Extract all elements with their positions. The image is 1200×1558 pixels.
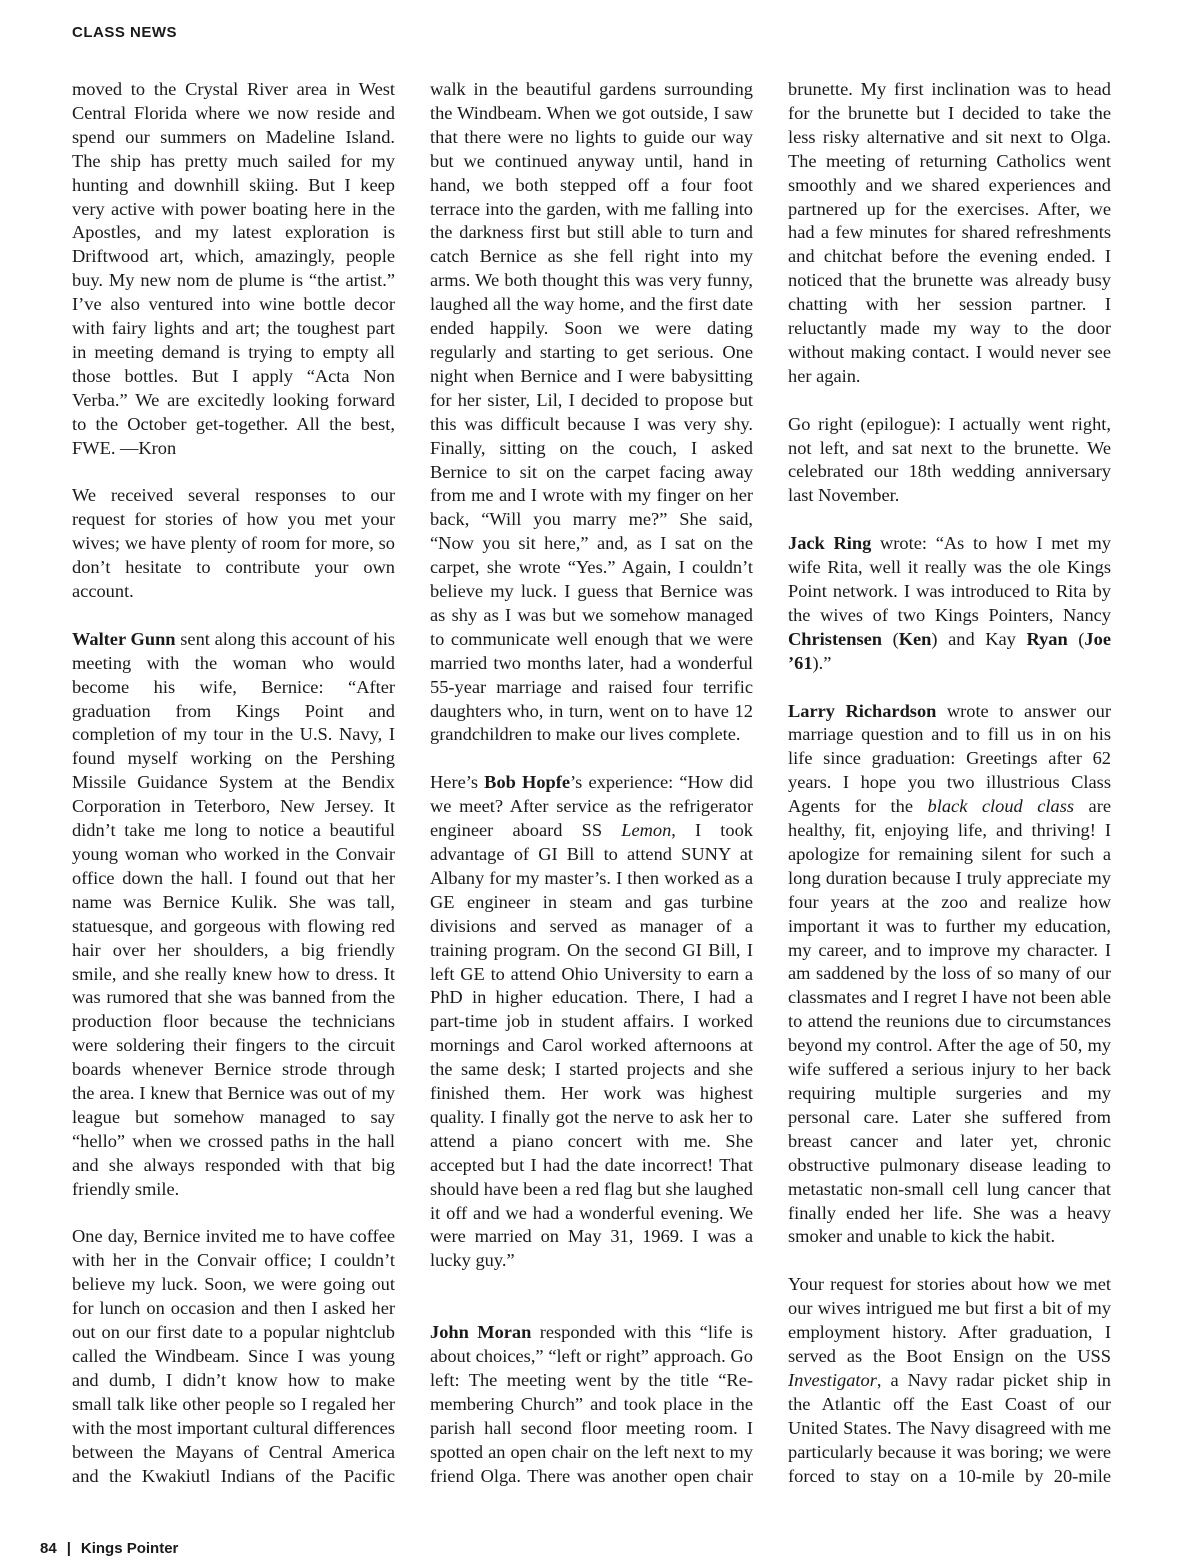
paragraph: Your request for stories about how we met our wives intrigued me but first a bit of my employment history. After graduation, I served as the Boot Ensign on the USS Investigator, a Navy radar picket ship in the Atlantic off the East Coast of our United States. The Navy disagreed with me particularly because it was boring; we were forced to stay on a 10-mile by 20-mile [788,1274,1111,1486]
page-number: 84 [40,1540,57,1557]
author-name: John Moran [430,1322,532,1343]
paragraph: Larry Richardson wrote to answer our marriage question and to fill us in on his life since graduation: Greetings after 62 years. I hope you two illustrious Class Agents for the black cloud class are healthy, fit, enjoying life, and thriving! I apologize for remaining silent for such a long duration because I truly appreciate my four years at the zoo and realize how important it was to further my education, my career, and to improve my character. I am saddened by the loss of so many of our classmates and I regret I have not been able to attend the reunions due to circumstances beyond my control. After the age of 50, my wife suffered a serious injury to her back requiring multiple surgeries and my personal care. Later she suffered from breast cancer and later yet, chronic obstructive pulmonary disease leading to metastatic non-small cell lung cancer that finally ended her life. She was a heavy smoker and unable to kick the habit. [788,700,1111,1247]
ship-name: Lemon [621,820,672,841]
paragraph: Jack Ring wrote: “As to how I met my wife Rita, well it really was the ole Kings Point network. I was introduced to Rita by the wives of two Kings Pointers, Nancy Christensen (Ken) and Kay Ryan (Joe ’61).” [788,533,1111,673]
paragraph: We received several responses to our request for stories of how you met your wives; we have plenty of room for more, so don’t hesitate to contribute your own account. [72,485,395,602]
paragraph: Here’s Bob Hopfe’s experience: “How did we meet? After service as the refrigerator engineer aboard SS Lemon, I took advantage of GI Bill to attend SUNY at Albany for my master’s. I then worked as a GE engineer in steam and gas turbine divisions and served as manager of a training program. On the second GI Bill, I left GE to attend Ohio University to earn a PhD in higher education. There, I had a part-time job in student affairs. I worked mornings and Carol worked afternoons at the same desk; I started projects and she finished them. Her work was highest quality. I finally got the nerve to ask her to attend a piano concert with me. She accepted but I had the date incorrect! That should have been a red flag but she laughed it off and we had a wonderful evening. We were married on May 31, 1969. I was a lucky guy.” [430,772,753,1271]
paragraph: brunette. My first inclination was to head for the brunette but I decided to take the less risky alternative and sit next to Olga. The meeting of returning Catholics went smoothly and we shared experiences and partnered up for the exercises. After, we had a few minutes for shared refreshments and chitchat before the evening ended. I noticed that the brunette was already busy chatting with her session partner. I reluctantly made my way to the door without making contact. I would never see her again. [788,79,1111,386]
column-3 [788,78,1111,1488]
page-footer [40,1540,178,1557]
author-name: Walter Gunn [72,628,176,649]
author-name: Bob Hopfe [484,772,571,793]
paragraph: moved to the Crystal River area in West Central Florida where we now reside and spend our summers on Madeline Island. The ship has pretty much sailed for my hunting and downhill skiing. But I keep very active with power boating here in the Apostles, and my latest exploration is Driftwood art, which, amazingly, people buy. My new nom de plume is “the artist.” I’ve also ventured into wine bottle decor with fairy lights and art; the toughest part in meeting demand is trying to empty all those bottles. But I apply “Acta Non Verba.” We are excitedly looking forward to the October get-together. All the best, FWE. —Kron [72,79,395,458]
column-2 [430,78,753,1488]
author-name: Jack Ring [788,533,872,554]
section-label: CLASS NEWS [72,24,178,41]
publication-name: Kings Pointer [80,1540,179,1557]
ship-name: Investigator [788,1369,877,1390]
author-name: Larry Richardson [788,700,937,721]
paragraph: John Moran responded with this “life is about choices,” “left or right” approach. Go left: The meeting went by the title “Re-membering Church” and took place in the parish hall second floor meeting room. I spotted an open chair on the left next to my friend Olga. There was another open chair [430,1322,753,1486]
paragraph: Walter Gunn sent along this account of his meeting with the woman who would become his wife, Bernice: “After graduation from Kings Point and completion of my tour in the U.S. Navy, I found myself working on the Pershing Missile Guidance System at the Bendix Corporation in Teterboro, New Jersey. It didn’t take me long to notice a beautiful young woman who worked in the Convair office down the hall. I found out that her name was Bernice Kulik. She was tall, statuesque, and gorgeous with flowing red hair over her shoulders, a big friendly smile, and she really knew how to dress. It was rumored that she was banned from the production floor because the technicians were soldering their fingers to the circuit boards whenever Bernice strode through the area. I knew that Bernice was out of my league but somehow managed to say “hello” when we crossed paths in the hall and she always responded with that big friendly smile. [72,628,395,1199]
paragraph: Go right (epilogue): I actually went right, not left, and sat next to the brunette. We celebrated our 18th wedding anniversary last November. [788,413,1111,506]
paragraph: walk in the beautiful gardens surrounding the Windbeam. When we got outside, I saw that there were no lights to guide our way but we continued anyway until, hand in hand, we both stepped off a four foot terrace into the garden, with me falling into the darkness first but still able to turn and catch Bernice as she fell right into my arms. We both thought this was very funny, laughed all the way home, and the first date ended happily. Soon we were dating regularly and starting to get serious. One night when Bernice and I were babysitting for her sister, Lil, I decided to propose but this was difficult because I was very shy. Finally, sitting on the couch, I asked Bernice to sit on the carpet facing away from me and I wrote with my finger on her back, “Will you marry me?” She said, “Now you sit here,” and, as I sat on the carpet, she wrote “Yes.” Again, I couldn’t believe my luck. I guess that Bernice was as shy as I was but we somehow managed to communicate well enough that we were married two months later, had a wonderful 55-year marriage and raised four terrific daughters who, in turn, went on to have 12 grandchildren to make our lives complete. [430,79,753,745]
column-1 [72,78,395,1488]
footer-separator: | [66,1540,71,1557]
paragraph: One day, Bernice invited me to have coffee with her in the Convair office; I couldn’t believe my luck. Soon, we were going out for lunch on occasion and then I asked her out on our first date to a popular nightclub called the Windbeam. Since I was young and dumb, I didn’t know how to make small talk like other people so I regaled her with the most important cultural differences between the Mayans of Central America and the Kwakiutl Indians of the Pacific [72,1226,395,1486]
